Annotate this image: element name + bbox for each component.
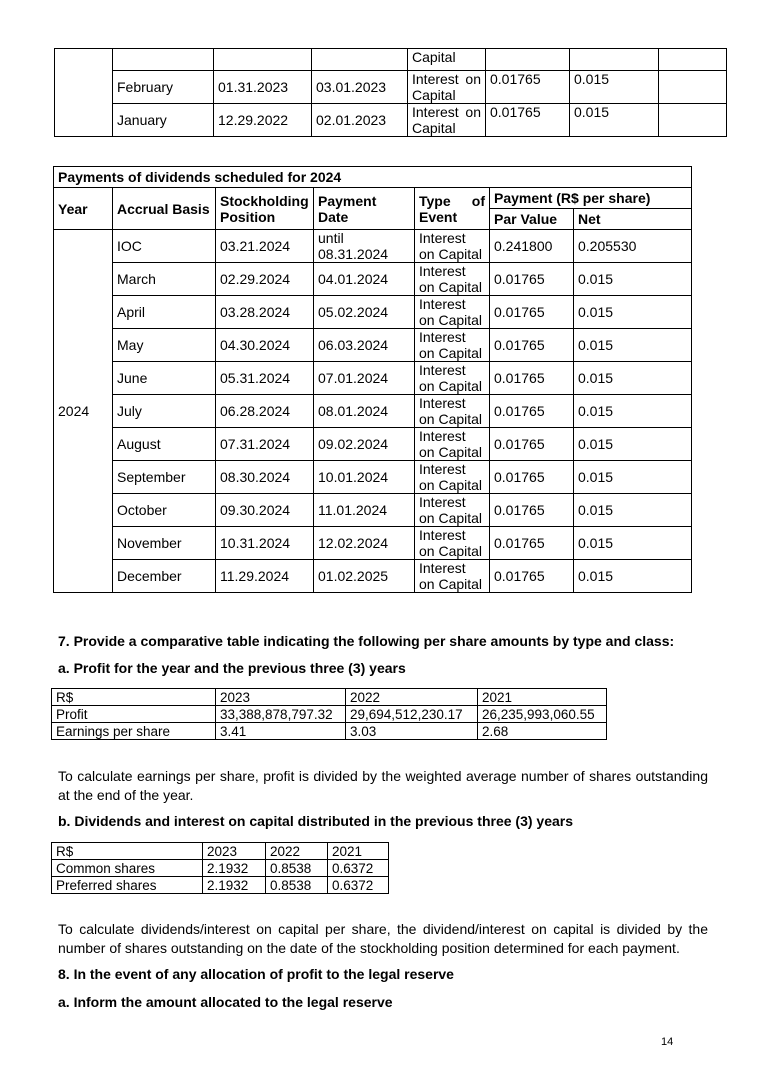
table-cell: Common shares <box>52 860 203 877</box>
event-line-2: Capital <box>412 120 456 136</box>
net-cell: 0.205530 <box>574 230 692 263</box>
section-8a-heading: a. Inform the amount allocated to the legal reserve <box>58 994 393 1010</box>
table-row <box>55 49 727 71</box>
event-cell <box>408 104 486 137</box>
accrual-cell: December <box>113 560 216 593</box>
year-cell: 2024 <box>54 230 113 593</box>
table-row <box>54 395 692 428</box>
payment-date-cell: 08.01.2024 <box>314 395 415 428</box>
header-net: Net <box>574 209 692 230</box>
net-cell: 0.015 <box>570 104 659 137</box>
position-cell: 05.31.2024 <box>216 362 314 395</box>
event-cell: Interest on Capital <box>415 494 490 527</box>
note-earnings-per-share: To calculate earnings per share, profit is divided by the weighted average number of shares outstanding at the end of the year. <box>58 768 708 803</box>
par-value-cell: 0.01765 <box>490 494 574 527</box>
par-value-cell: 0.01765 <box>490 527 574 560</box>
accrual-cell <box>113 49 214 71</box>
net-cell: 0.015 <box>574 395 692 428</box>
table-cell: 26,235,993,060.55 <box>478 706 607 723</box>
par-value-cell: 0.01765 <box>490 362 574 395</box>
payment-date-cell: 01.02.2025 <box>314 560 415 593</box>
section-8-heading: 8. In the event of any allocation of profit to the legal reserve <box>58 966 454 982</box>
net-cell: 0.015 <box>574 329 692 362</box>
table-cell: 3.03 <box>346 723 478 740</box>
header-payment-date: Payment Date <box>314 188 415 230</box>
header-event-type: Type of Event <box>415 188 490 230</box>
table-cell: 0.6372 <box>328 877 389 894</box>
accrual-cell: January <box>113 104 214 137</box>
position-cell: 11.29.2024 <box>216 560 314 593</box>
net-cell: 0.015 <box>574 362 692 395</box>
header-accrual: Accrual Basis <box>113 188 216 230</box>
carryover-table <box>54 48 727 137</box>
event-cell: Interest on Capital <box>415 296 490 329</box>
accrual-cell: September <box>113 461 216 494</box>
header-par-value: Par Value <box>490 209 574 230</box>
net-cell: 0.015 <box>574 428 692 461</box>
table-row <box>54 362 692 395</box>
payment-date-cell: 09.02.2024 <box>314 428 415 461</box>
position-cell: 06.28.2024 <box>216 395 314 428</box>
par-value-cell: 0.01765 <box>486 104 570 137</box>
table-cell: 2.68 <box>478 723 607 740</box>
blank-cell <box>659 104 727 137</box>
header-payment-group: Payment (R$ per share) <box>490 188 692 209</box>
table-row <box>54 527 692 560</box>
dividends-body <box>52 843 389 894</box>
event-line-2: Capital <box>412 49 456 65</box>
net-cell <box>570 49 659 71</box>
header-cell: 2023 <box>203 843 266 860</box>
header-cell: 2022 <box>266 843 328 860</box>
event-cell: Interest on Capital <box>415 395 490 428</box>
event-cell: Interest on Capital <box>415 461 490 494</box>
header-position: Stockholding Position <box>216 188 314 230</box>
payment-date-cell: 11.01.2024 <box>314 494 415 527</box>
dividends-table <box>51 842 389 894</box>
table-row <box>55 71 727 104</box>
header-row <box>52 689 607 706</box>
table-row <box>52 723 607 740</box>
table-cell: Preferred shares <box>52 877 203 894</box>
event-cell: Interest on Capital <box>415 527 490 560</box>
par-value-cell: 0.01765 <box>490 329 574 362</box>
position-cell: 01.31.2023 <box>214 71 312 104</box>
header-cell: 2021 <box>478 689 607 706</box>
table-row <box>54 329 692 362</box>
par-value-cell: 0.01765 <box>486 71 570 104</box>
header-year: Year <box>54 188 113 230</box>
position-cell: 08.30.2024 <box>216 461 314 494</box>
position-cell: 12.29.2022 <box>214 104 312 137</box>
par-value-cell: 0.01765 <box>490 296 574 329</box>
accrual-cell: June <box>113 362 216 395</box>
event-line-1: Interest on <box>412 71 481 87</box>
payment-date-cell: 04.01.2024 <box>314 263 415 296</box>
profit-table <box>51 688 607 740</box>
par-value-cell: 0.01765 <box>490 428 574 461</box>
position-cell <box>214 49 312 71</box>
event-cell: Interest on Capital <box>415 263 490 296</box>
table-row <box>52 706 607 723</box>
header-cell: 2023 <box>216 689 346 706</box>
event-cell: Interest on Capital <box>415 230 490 263</box>
net-cell: 0.015 <box>574 296 692 329</box>
note-dividends-per-share: To calculate dividends/interest on capital per share, the dividend/interest on capital is divided by the number of shares outstanding on the date of the stockholding position determined for each payment. <box>58 921 708 956</box>
accrual-cell: October <box>113 494 216 527</box>
event-cell: Interest on Capital <box>415 428 490 461</box>
table-row <box>54 494 692 527</box>
net-cell: 0.015 <box>570 71 659 104</box>
par-value-cell: 0.01765 <box>490 395 574 428</box>
blank-cell <box>659 49 727 71</box>
accrual-cell: May <box>113 329 216 362</box>
payment-date-cell: 02.01.2023 <box>312 104 408 137</box>
accrual-cell: IOC <box>113 230 216 263</box>
net-cell: 0.015 <box>574 494 692 527</box>
carryover-body <box>55 49 727 137</box>
table-row <box>54 428 692 461</box>
payment-date-cell: 12.02.2024 <box>314 527 415 560</box>
accrual-cell: July <box>113 395 216 428</box>
table-cell: 0.8538 <box>266 860 328 877</box>
position-cell: 03.28.2024 <box>216 296 314 329</box>
table-row <box>52 877 389 894</box>
table-cell: 0.6372 <box>328 860 389 877</box>
position-cell: 04.30.2024 <box>216 329 314 362</box>
blank-cell <box>659 71 727 104</box>
event-cell <box>408 49 486 71</box>
payment-date-cell: 06.03.2024 <box>314 329 415 362</box>
table-cell: 2.1932 <box>203 877 266 894</box>
schedule-title: Payments of dividends scheduled for 2024 <box>54 167 692 188</box>
accrual-cell: February <box>113 71 214 104</box>
net-cell: 0.015 <box>574 560 692 593</box>
table-row <box>54 461 692 494</box>
year-cell <box>55 49 113 137</box>
position-cell: 03.21.2024 <box>216 230 314 263</box>
par-value-cell: 0.01765 <box>490 560 574 593</box>
table-cell: Profit <box>52 706 216 723</box>
payment-date-cell: 07.01.2024 <box>314 362 415 395</box>
payment-date-cell: 03.01.2023 <box>312 71 408 104</box>
table-row <box>54 560 692 593</box>
section-7b-heading: b. Dividends and interest on capital distributed in the previous three (3) years <box>58 813 573 829</box>
header-row <box>52 843 389 860</box>
net-cell: 0.015 <box>574 527 692 560</box>
accrual-cell: November <box>113 527 216 560</box>
table-cell: 29,694,512,230.17 <box>346 706 478 723</box>
net-cell: 0.015 <box>574 461 692 494</box>
position-cell: 10.31.2024 <box>216 527 314 560</box>
event-cell <box>408 71 486 104</box>
payment-date-cell: 05.02.2024 <box>314 296 415 329</box>
event-cell: Interest on Capital <box>415 362 490 395</box>
accrual-cell: August <box>113 428 216 461</box>
header-cell: R$ <box>52 689 216 706</box>
table-row <box>54 230 692 263</box>
accrual-cell: April <box>113 296 216 329</box>
page-number: 14 <box>661 1036 674 1048</box>
accrual-cell: March <box>113 263 216 296</box>
event-line-2: Capital <box>412 87 456 103</box>
section-7a-heading: a. Profit for the year and the previous three (3) years <box>58 660 406 676</box>
par-value-cell: 0.01765 <box>490 263 574 296</box>
table-cell: 33,388,878,797.32 <box>216 706 346 723</box>
schedule-body <box>54 167 692 593</box>
header-cell: 2021 <box>328 843 389 860</box>
par-value-cell <box>486 49 570 71</box>
section-7-heading: 7. Provide a comparative table indicating the following per share amounts by type and class: <box>58 633 675 649</box>
par-value-cell: 0.01765 <box>490 461 574 494</box>
table-cell: 2.1932 <box>203 860 266 877</box>
header-cell: R$ <box>52 843 203 860</box>
table-row <box>54 296 692 329</box>
event-cell: Interest on Capital <box>415 560 490 593</box>
dividends-schedule-table <box>53 166 692 593</box>
profit-body <box>52 689 607 740</box>
par-value-cell: 0.241800 <box>490 230 574 263</box>
payment-date-cell <box>312 49 408 71</box>
event-cell: Interest on Capital <box>415 329 490 362</box>
table-cell: 3.41 <box>216 723 346 740</box>
position-cell: 02.29.2024 <box>216 263 314 296</box>
net-cell: 0.015 <box>574 263 692 296</box>
table-cell: 0.8538 <box>266 877 328 894</box>
header-cell: 2022 <box>346 689 478 706</box>
position-cell: 09.30.2024 <box>216 494 314 527</box>
payment-date-cell: 10.01.2024 <box>314 461 415 494</box>
table-cell: Earnings per share <box>52 723 216 740</box>
position-cell: 07.31.2024 <box>216 428 314 461</box>
payment-date-cell: until 08.31.2024 <box>314 230 415 263</box>
table-row <box>54 263 692 296</box>
table-row <box>55 104 727 137</box>
table-row <box>52 860 389 877</box>
event-line-1: Interest on <box>412 104 481 120</box>
